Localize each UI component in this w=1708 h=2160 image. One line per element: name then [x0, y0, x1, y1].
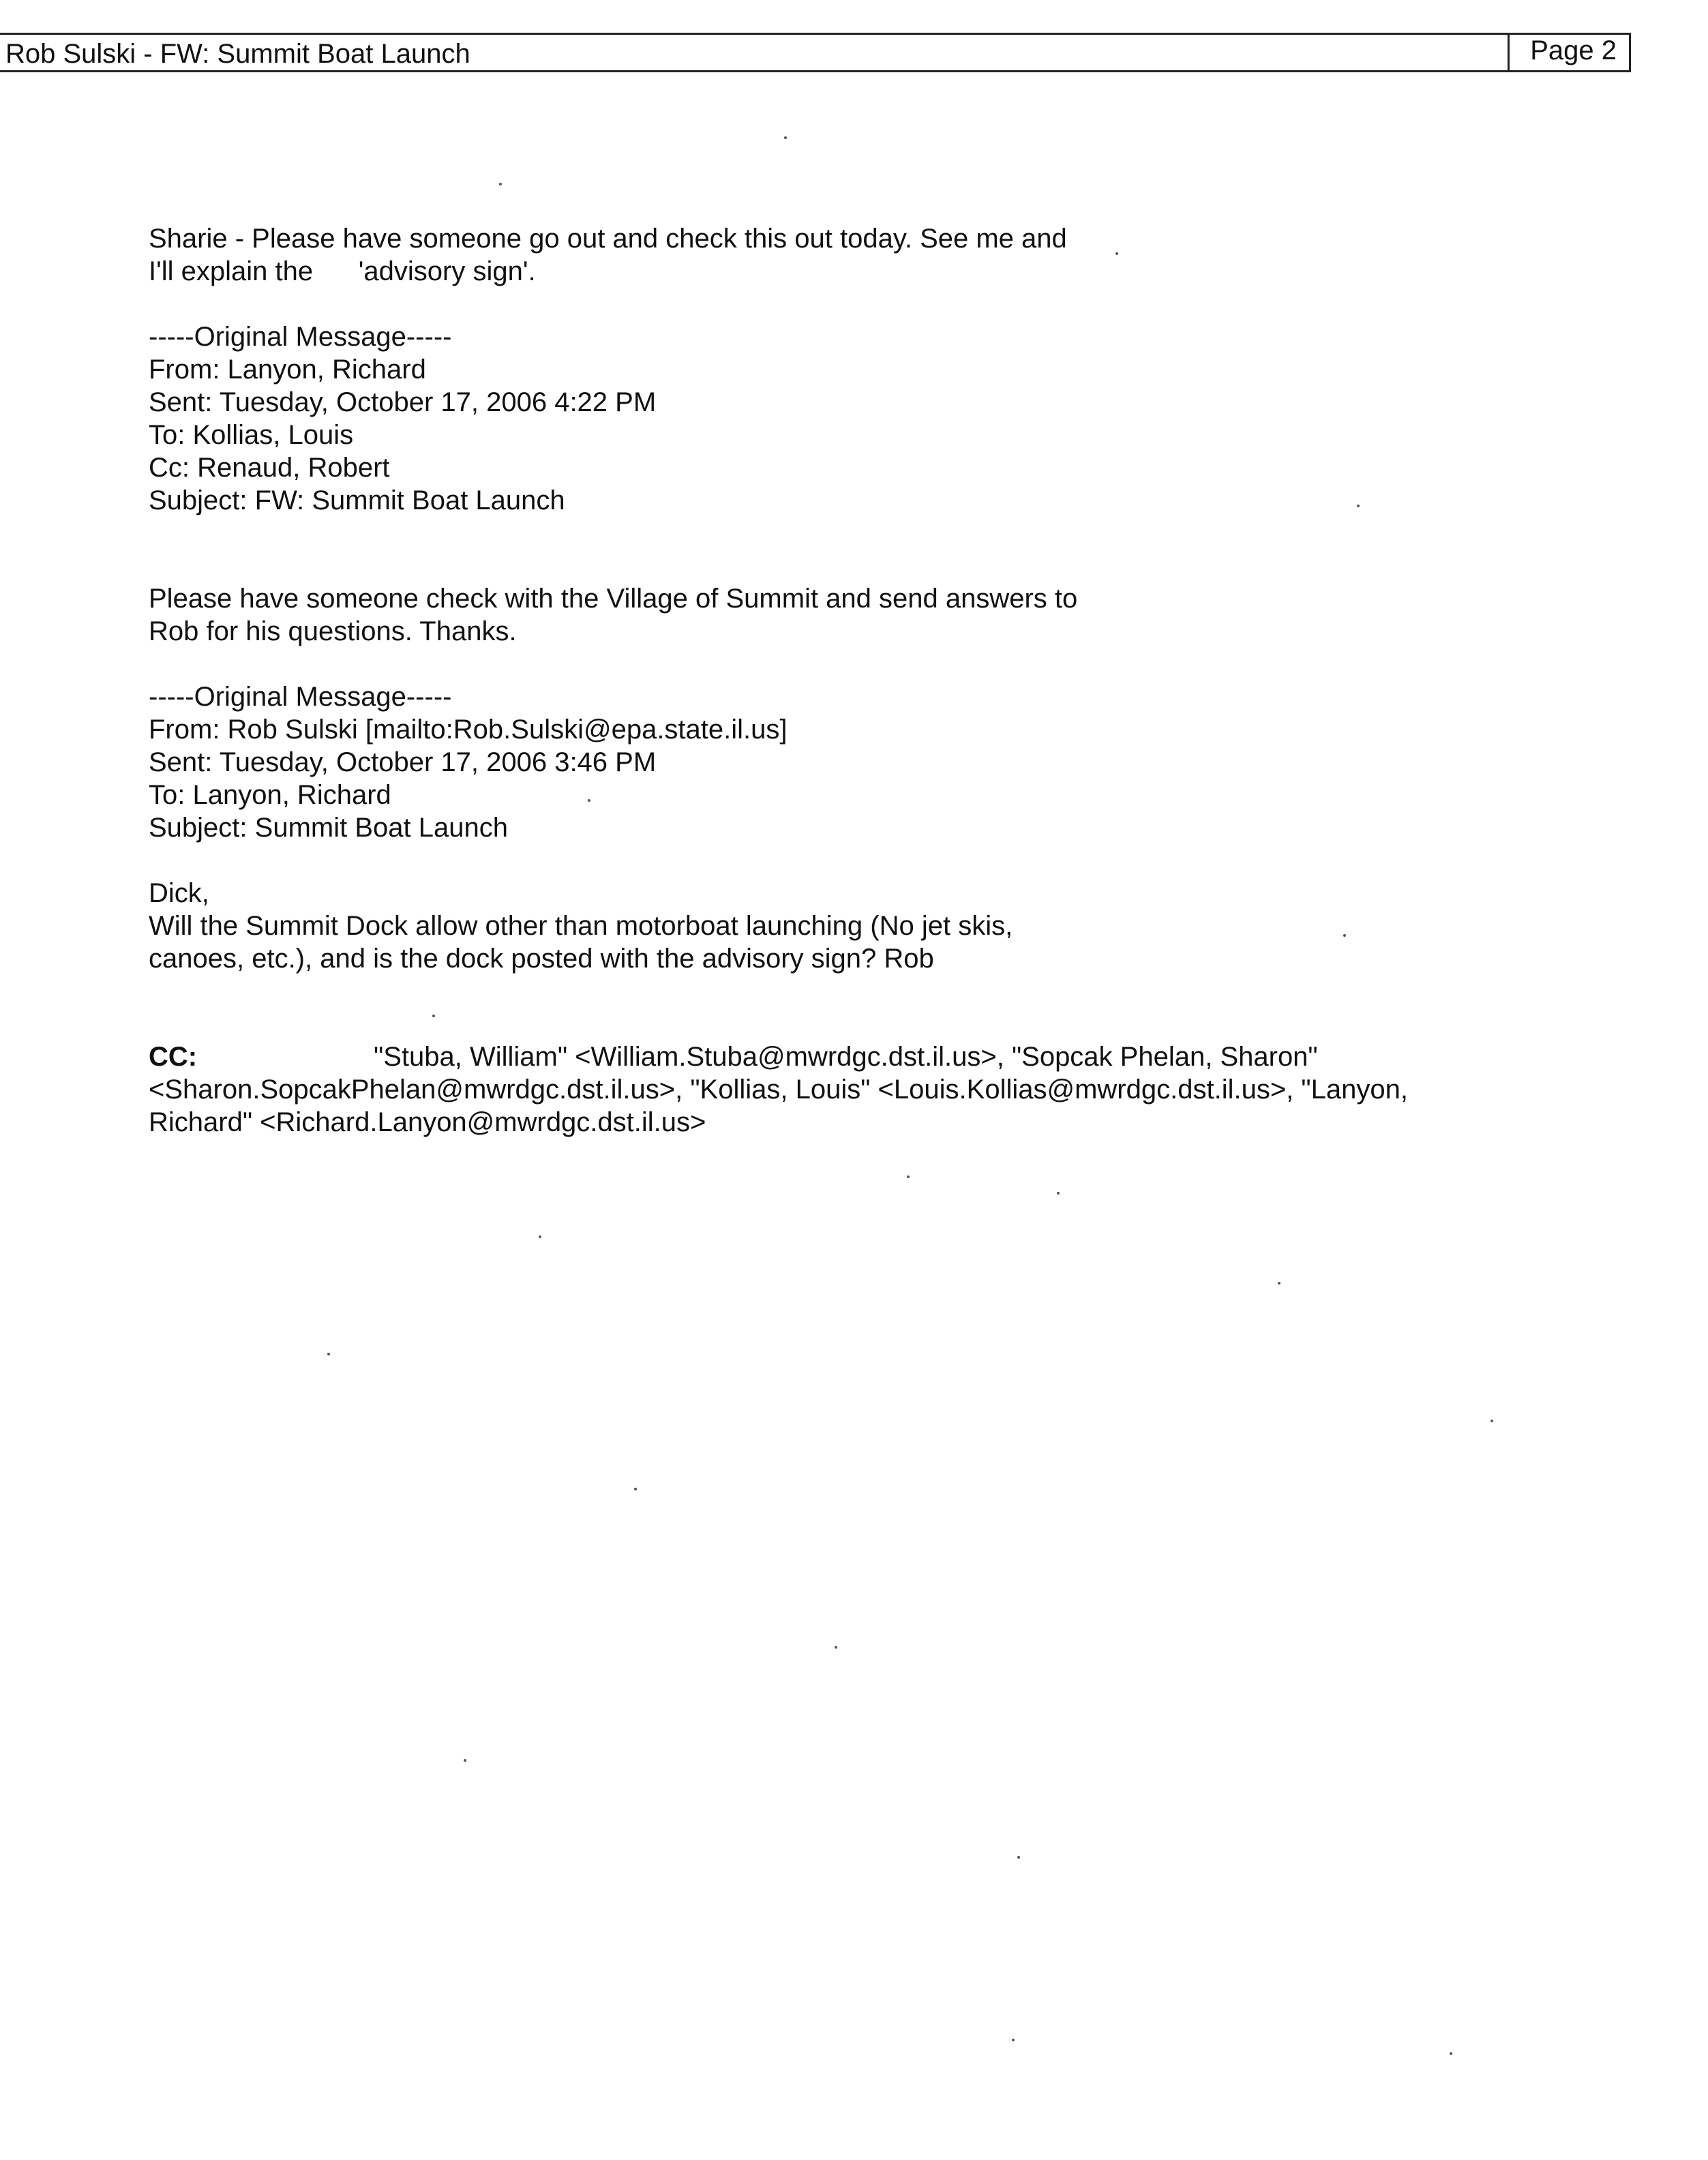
intro-line-1: Sharie - Please have someone go out and check this out today. See me and	[149, 224, 1067, 254]
message1-subject: Subject: FW: Summit Boat Launch	[149, 485, 565, 515]
message2-body-line-1: Will the Summit Dock allow other than motorboat launching (No jet skis,	[149, 911, 1013, 941]
scan-speck	[1357, 505, 1360, 507]
scan-speck	[1017, 1856, 1020, 1859]
scan-speck	[327, 1353, 330, 1355]
cc-line-3: Richard" <Richard.Lanyon@mwrdgc.dst.il.us>	[149, 1107, 706, 1137]
scan-speck	[1450, 2052, 1452, 2055]
message2-subject: Subject: Summit Boat Launch	[149, 813, 508, 843]
scan-speck	[1012, 2039, 1015, 2041]
scan-speck	[464, 1759, 466, 1762]
cc-line-1	[149, 1040, 1512, 1073]
scan-speck	[588, 799, 590, 802]
message2-body-line-2: canoes, etc.), and is the dock posted with the advisory sign? Rob	[149, 944, 934, 974]
scan-speck	[1057, 1192, 1060, 1195]
cc-recipients-1: "Stuba, William" <William.Stuba@mwrdgc.dst.il.us>, "Sopcak Phelan, Sharon"	[374, 1042, 1318, 1072]
cc-line-2: <Sharon.SopcakPhelan@mwrdgc.dst.il.us>, "Kollias, Louis" <Louis.Kollias@mwrdgc.dst.il.us>, "Lanyon,	[149, 1075, 1408, 1105]
cc-label: CC:	[149, 1042, 198, 1072]
intro-line-2: I'll explain the 'advisory sign'.	[149, 256, 536, 286]
scan-speck	[1278, 1282, 1280, 1285]
message1-separator: -----Original Message-----	[149, 322, 452, 352]
scan-speck	[1115, 252, 1118, 255]
scan-speck	[784, 136, 787, 139]
header-title: Rob Sulski - FW: Summit Boat Launch	[5, 39, 470, 69]
message2-to: To: Lanyon, Richard	[149, 780, 391, 810]
scan-speck	[499, 183, 502, 185]
page-header	[0, 33, 1631, 72]
message1-body-line-2: Rob for his questions. Thanks.	[149, 616, 517, 646]
cc-footer	[149, 1040, 1512, 1139]
scan-speck	[634, 1488, 637, 1490]
scan-speck	[432, 1015, 435, 1017]
scan-speck	[907, 1175, 910, 1178]
page-number: Page 2	[1508, 33, 1631, 72]
message2-greeting: Dick,	[149, 878, 209, 908]
message1-body-line-1: Please have someone check with the Village of Summit and send answers to	[149, 584, 1078, 614]
email-body	[149, 222, 1512, 1139]
message2-separator: -----Original Message-----	[149, 682, 452, 712]
message2-from: From: Rob Sulski [mailto:Rob.Sulski@epa.state.il.us]	[149, 715, 788, 745]
message1-sent: Sent: Tuesday, October 17, 2006 4:22 PM	[149, 387, 657, 417]
message1-cc: Cc: Renaud, Robert	[149, 453, 390, 483]
message1-to: To: Kollias, Louis	[149, 420, 354, 450]
message1-from: From: Lanyon, Richard	[149, 355, 426, 385]
message2-sent: Sent: Tuesday, October 17, 2006 3:46 PM	[149, 747, 657, 777]
scan-speck	[835, 1646, 837, 1649]
scan-speck	[539, 1235, 541, 1238]
scan-speck	[1343, 934, 1346, 937]
scan-speck	[1490, 1420, 1493, 1422]
